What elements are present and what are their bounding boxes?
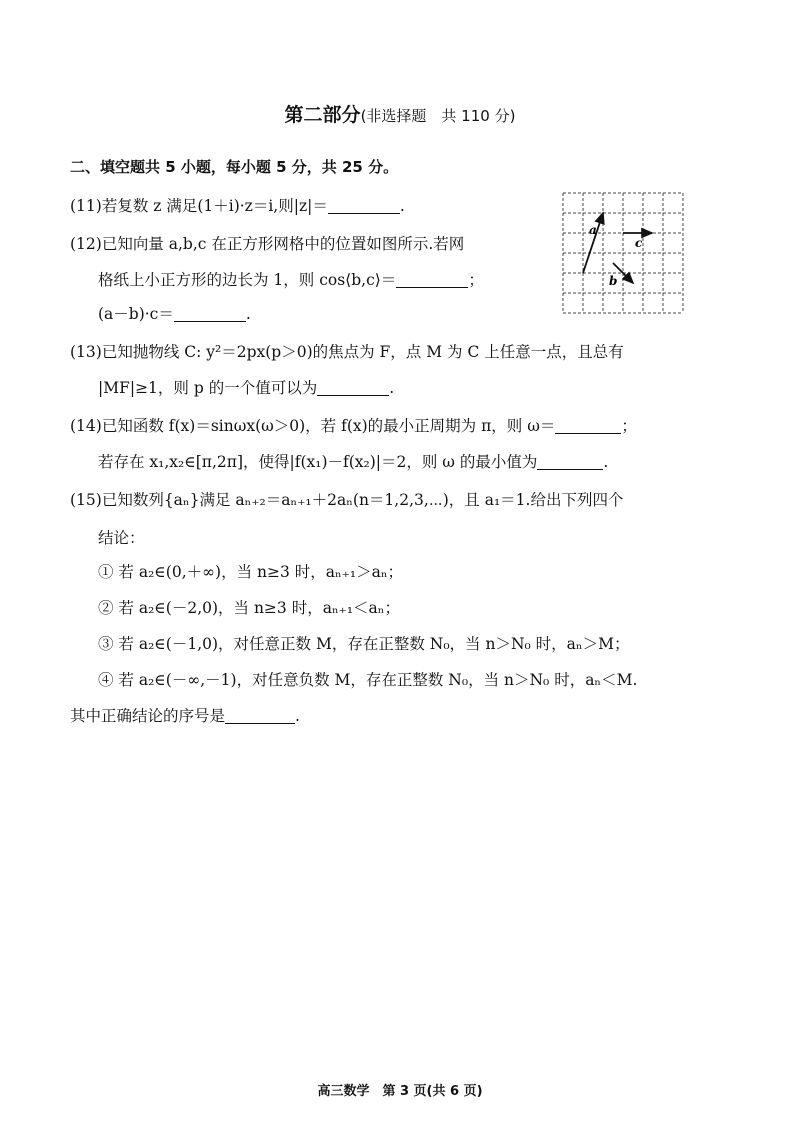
question-15-line1: (15)已知数列{aₙ}满足 aₙ₊₂＝aₙ₊₁＋2aₙ(n＝1,2,3,⋯)，且 a₁＝1.给出下列四个: [70, 491, 624, 509]
q12-line2-end: ；: [468, 271, 484, 289]
section-heading: 二、填空题共 5 小题，每小题 5 分，共 25 分。: [70, 158, 399, 176]
q14-answer-blank-2[interactable]: [537, 453, 603, 470]
conclusion-1: ① 若 a₂∈(0,＋∞)，当 n≥3 时，aₙ₊₁＞aₙ；: [98, 563, 404, 581]
q12-answer-blank-2[interactable]: [174, 305, 246, 322]
question-12-line2: [98, 270, 484, 290]
q14-answer-blank-1[interactable]: [555, 417, 621, 434]
q15-answer-blank[interactable]: [225, 707, 295, 724]
q13-answer-blank[interactable]: [317, 379, 389, 396]
q14-line2-end: .: [603, 453, 609, 471]
title-main: 第二部分: [284, 104, 361, 126]
q14-line1-text: (14)已知函数 f(x)＝sinωx(ω＞0)，若 f(x)的最小正周期为 π，则 ω＝: [70, 417, 556, 435]
question-11: [70, 196, 405, 216]
q14-line1-end: ；: [621, 417, 637, 435]
page-footer: 高三数学 第 3 页(共 6 页): [317, 1084, 483, 1099]
vector-a: [583, 213, 603, 273]
question-15-line2: 结论：: [98, 529, 145, 547]
question-14-line1: [70, 416, 637, 436]
page-title: [0, 100, 800, 127]
question-15-final: [70, 706, 300, 726]
q11-answer-blank[interactable]: [328, 197, 400, 214]
q11-end: .: [399, 197, 405, 215]
q11-text: (11)若复数 z 满足(1＋i)·z＝i,则|z|＝: [70, 197, 328, 215]
label-b: b: [609, 274, 618, 288]
conclusion-2: ② 若 a₂∈(－2,0)，当 n≥3 时，aₙ₊₁＜aₙ；: [98, 599, 401, 617]
title-subtitle: (非选择题 共 110 分): [360, 107, 516, 125]
q15-final-end: .: [295, 707, 300, 725]
question-13-line1: (13)已知抛物线 C: y²＝2px(p＞0)的焦点为 F，点 M 为 C 上任意一点，且总有: [70, 343, 624, 361]
q12-line3-end: .: [245, 305, 251, 323]
q14-line2-text: 若存在 x₁,x₂∈[π,2π]，使得|f(x₁)－f(x₂)|＝2，则 ω 的最小值为: [98, 453, 538, 471]
q13-line2-text: |MF|≥1，则 p 的一个值可以为: [98, 379, 318, 397]
vector-grid-figure: [562, 192, 684, 314]
q12-line3-text: (a－b)·c＝: [98, 305, 174, 323]
question-14-line2: [98, 452, 608, 472]
q12-answer-blank-1[interactable]: [396, 271, 468, 288]
label-c: c: [635, 236, 643, 250]
conclusion-3: ③ 若 a₂∈(－1,0)，对任意正数 M，存在正整数 N₀，当 n＞N₀ 时，aₙ＞M；: [98, 635, 630, 653]
question-12-line3: [98, 304, 251, 324]
q13-line2-end: .: [389, 379, 395, 397]
q12-line2-text: 格纸上小正方形的边长为 1，则 cos⟨b,c⟩＝: [98, 271, 397, 289]
conclusion-4: ④ 若 a₂∈(－∞,－1)，对任意负数 M，存在正整数 N₀，当 n＞N₀ 时，aₙ＜M.: [98, 671, 638, 689]
label-a: a: [589, 223, 597, 237]
question-13-line2: [98, 378, 394, 398]
question-12-line1: (12)已知向量 a,b,c 在正方形网格中的位置如图所示.若网: [70, 235, 465, 253]
q15-final-text: 其中正确结论的序号是: [70, 707, 226, 725]
